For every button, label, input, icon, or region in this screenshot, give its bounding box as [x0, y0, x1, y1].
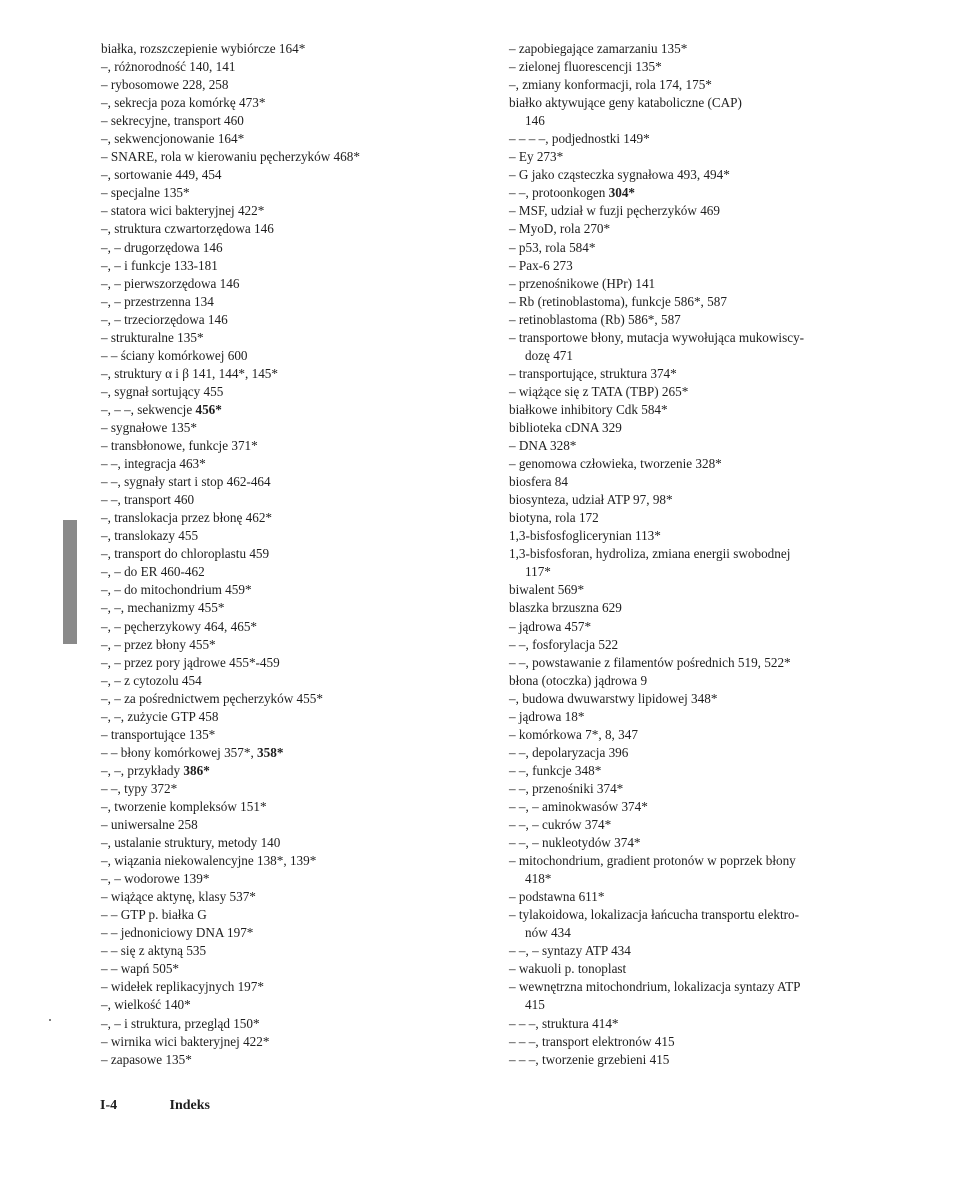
index-entry-text: – SNARE, rola w kierowaniu pęcherzyków 468*	[101, 149, 360, 165]
index-entry	[101, 942, 431, 960]
index-entry	[509, 581, 895, 599]
index-entry-text: – –, funkcje 348*	[509, 762, 602, 778]
index-entry-text: – podstawna 611*	[509, 889, 605, 905]
index-entry	[509, 780, 895, 798]
index-entry-text: –, – trzeciorzędowa 146	[101, 311, 228, 327]
index-entry-text: – –, – cukrów 374*	[509, 817, 612, 833]
index-entry-text: – – – –, podjednostki 149*	[509, 131, 650, 147]
index-entry-main-page: 386*	[183, 762, 210, 778]
index-entry	[509, 672, 895, 690]
page-number: I-4	[100, 1098, 118, 1113]
index-entry	[509, 220, 895, 238]
index-entry-text: –, – pierwszorzędowa 146	[101, 275, 240, 291]
index-entry-text: – komórkowa 7*, 8, 347	[509, 726, 638, 742]
index-entry	[509, 942, 895, 960]
index-entry	[509, 473, 895, 491]
index-entry	[101, 527, 431, 545]
index-entry-text: –, – –, sekwencje	[101, 401, 196, 417]
index-entry-text: – DNA 328*	[509, 438, 577, 454]
index-entry-text: biblioteka cDNA 329	[509, 419, 622, 435]
index-entry	[101, 130, 431, 148]
index-entry-text: – – się z aktyną 535	[101, 943, 207, 959]
index-entry-text: –, –, przykłady	[101, 762, 184, 778]
index-entry-text: – –, przenośniki 374*	[509, 780, 624, 796]
index-entry-main-page: 456*	[195, 401, 222, 417]
index-entry	[101, 293, 431, 311]
index-entry-text: – zapobiegające zamarzaniu 135*	[509, 41, 688, 56]
index-entry	[509, 455, 895, 473]
index-entry	[509, 762, 895, 780]
index-entry-continuation: dozę 471	[525, 347, 573, 363]
index-entry	[509, 329, 895, 365]
index-entry-text: –, –, mechanizmy 455*	[101, 600, 225, 616]
index-entry-continuation: 146	[525, 113, 545, 129]
index-entry-text: –, –, zużycie GTP 458	[101, 708, 219, 724]
index-entry	[101, 654, 431, 672]
index-entry-text: – wiążące się z TATA (TBP) 265*	[509, 383, 689, 399]
index-entry	[101, 166, 431, 184]
index-entry-text: – G jako cząsteczka sygnałowa 493, 494*	[509, 167, 730, 183]
index-entry	[509, 618, 895, 636]
index-entry-text: – rybosomowe 228, 258	[101, 77, 229, 93]
index-entry	[101, 798, 431, 816]
index-entry	[509, 690, 895, 708]
index-entry	[101, 491, 431, 509]
index-entry	[509, 275, 895, 293]
index-entry-main-page: 304*	[608, 185, 636, 201]
index-entry-text: –, – wodorowe 139*	[101, 871, 210, 887]
index-entry-text: – sygnałowe 135*	[101, 419, 197, 435]
index-entry	[101, 816, 431, 834]
index-entry	[101, 744, 431, 762]
index-entry-text: – –, sygnały start i stop 462-464	[101, 474, 271, 490]
index-entry-text: – – GTP p. białka G	[101, 907, 207, 923]
index-entry	[101, 275, 431, 293]
index-entry	[101, 545, 431, 563]
index-entry-text: biotyna, rola 172	[509, 510, 599, 526]
index-entry	[509, 166, 895, 184]
index-entry-text: – przenośnikowe (HPr) 141	[509, 275, 656, 291]
index-entry	[101, 1033, 431, 1051]
index-entry-text: – –, protoonkogen	[509, 185, 609, 201]
index-entry-text: – –, – aminokwasów 374*	[509, 798, 648, 814]
index-entry	[509, 76, 895, 94]
index-entry	[101, 112, 431, 130]
index-entry	[509, 708, 895, 726]
index-entry-text: –, sortowanie 449, 454	[101, 167, 222, 183]
index-entry-text: – wiążące aktynę, klasy 537*	[101, 889, 256, 905]
index-entry	[509, 202, 895, 220]
index-entry-text: –, sekwencjonowanie 164*	[101, 131, 245, 147]
index-entry	[101, 40, 431, 58]
index-entry	[509, 365, 895, 383]
index-entry	[509, 1051, 895, 1069]
index-entry-text: – retinoblastoma (Rb) 586*, 587	[509, 311, 681, 327]
index-entry	[101, 257, 431, 275]
index-entry-text: – –, typy 372*	[101, 780, 178, 796]
index-entry-text: –, – za pośrednictwem pęcherzyków 455*	[101, 690, 323, 706]
index-entry-text: biwalent 569*	[509, 582, 585, 598]
index-entry	[101, 58, 431, 76]
index-entry-text: – – –, tworzenie grzebieni 415	[509, 1051, 670, 1067]
index-entry-text: –, wielkość 140*	[101, 997, 191, 1013]
index-entry-text: – –, integracja 463*	[101, 456, 206, 472]
section-title: Indeks	[169, 1098, 210, 1113]
index-entry-text: – Rb (retinoblastoma), funkcje 586*, 587	[509, 293, 727, 309]
index-entry-main-page: 358*	[257, 744, 284, 760]
index-entry-continuation: nów 434	[525, 925, 571, 941]
index-entry	[509, 401, 895, 419]
index-entry	[509, 527, 895, 545]
index-entry-text: – – jednoniciowy DNA 197*	[101, 925, 254, 941]
index-entry-text: biosynteza, udział ATP 97, 98*	[509, 492, 673, 508]
index-entry	[101, 581, 431, 599]
index-entry	[101, 672, 431, 690]
index-entry-text: – uniwersalne 258	[101, 817, 198, 833]
index-entry	[101, 347, 431, 365]
index-entry	[509, 239, 895, 257]
index-entry-text: –, – do mitochondrium 459*	[101, 582, 252, 598]
index-entry	[101, 311, 431, 329]
index-entry-text: – wirnika wici bakteryjnej 422*	[101, 1033, 270, 1049]
index-entry-text: – –, transport 460	[101, 492, 195, 508]
index-entry	[101, 563, 431, 581]
index-entry	[101, 509, 431, 527]
index-entry-text: – mitochondrium, gradient protonów w poprzek błony	[509, 853, 796, 869]
index-entry	[509, 960, 895, 978]
index-entry	[509, 654, 895, 672]
index-entry	[101, 599, 431, 617]
index-entry	[509, 906, 895, 942]
index-entry	[101, 618, 431, 636]
index-entry-text: – –, – syntazy ATP 434	[509, 943, 631, 959]
index-entry-text: –, transport do chloroplastu 459	[101, 546, 270, 562]
index-entry	[509, 437, 895, 455]
index-entry	[101, 473, 431, 491]
index-entry-text: –, translokazy 455	[101, 528, 199, 544]
index-entry	[509, 491, 895, 509]
index-entry	[101, 401, 431, 419]
index-entry-text: – –, depolaryzacja 396	[509, 744, 629, 760]
index-entry	[101, 690, 431, 708]
index-entry-text: –, – przez błony 455*	[101, 636, 216, 652]
index-entry	[101, 329, 431, 347]
index-entry	[101, 834, 431, 852]
index-entry	[509, 184, 895, 202]
index-entry-text: – strukturalne 135*	[101, 329, 204, 345]
index-entry	[509, 383, 895, 401]
index-entry	[509, 509, 895, 527]
index-entry-text: błona (otoczka) jądrowa 9	[509, 672, 648, 688]
index-entry-text: – p53, rola 584*	[509, 239, 596, 255]
index-entry	[509, 744, 895, 762]
index-entry-text: –, struktura czwartorzędowa 146	[101, 221, 274, 237]
index-entry-text: –, – przestrzenna 134	[101, 293, 214, 309]
index-entry	[509, 257, 895, 275]
index-entry	[101, 636, 431, 654]
index-entry-text: –, translokacja przez błonę 462*	[101, 510, 273, 526]
index-entry-text: – transportujące, struktura 374*	[509, 365, 677, 381]
index-entry	[101, 888, 431, 906]
index-entry-text: – – –, struktura 414*	[509, 1015, 619, 1031]
index-entry-text: – – ściany komórkowej 600	[101, 347, 248, 363]
index-entry	[101, 148, 431, 166]
index-entry	[101, 383, 431, 401]
index-entry-text: biosfera 84	[509, 474, 568, 490]
index-entry-text: – MSF, udział w fuzji pęcherzyków 469	[509, 203, 720, 219]
index-entry-text: –, – drugorzędowa 146	[101, 239, 223, 255]
index-entry	[101, 239, 431, 257]
index-entry-text: – –, fosforylacja 522	[509, 636, 619, 652]
index-entry	[509, 852, 895, 888]
index-entry-text: – tylakoidowa, lokalizacja łańcucha transportu elektro-	[509, 907, 800, 923]
index-entry-text: – transbłonowe, funkcje 371*	[101, 438, 258, 454]
index-entry	[509, 58, 895, 76]
index-entry-text: – – –, transport elektronów 415	[509, 1033, 675, 1049]
index-entry	[101, 906, 431, 924]
index-entry-text: – –, powstawanie z filamentów pośrednich 519, 522*	[509, 654, 791, 670]
index-entry-text: – Pax-6 273	[509, 257, 573, 273]
index-entry-text: – Ey 273*	[509, 149, 564, 165]
index-entry	[101, 184, 431, 202]
index-entry	[101, 94, 431, 112]
index-entry	[509, 834, 895, 852]
index-entry	[509, 40, 895, 58]
index-entry	[101, 996, 431, 1014]
index-entry-text: – –, – nukleotydów 374*	[509, 835, 641, 851]
index-entry-text: białka, rozszczepienie wybiórcze 164*	[101, 41, 306, 56]
index-entry	[509, 293, 895, 311]
index-entry-text: – transportujące 135*	[101, 726, 216, 742]
index-entry	[509, 798, 895, 816]
index-entry-text: –, – z cytozolu 454	[101, 672, 202, 688]
index-entry-text: białko aktywujące geny kataboliczne (CAP)	[509, 95, 742, 111]
index-entry	[101, 1051, 431, 1069]
index-entry-text: –, sekrecja poza komórkę 473*	[101, 95, 266, 111]
index-entry	[509, 1015, 895, 1033]
index-entry-text: 1,3-bisfosforan, hydroliza, zmiana energii swobodnej	[509, 546, 791, 562]
index-entry-text: – statora wici bakteryjnej 422*	[101, 203, 265, 219]
index-entry-text: – zielonej fluorescencji 135*	[509, 59, 662, 75]
index-entry-text: 1,3-bisfosfoglicerynian 113*	[509, 528, 661, 544]
index-entry	[101, 76, 431, 94]
index-entry	[101, 1015, 431, 1033]
index-entry	[101, 365, 431, 383]
index-entry	[509, 1033, 895, 1051]
index-column-left	[101, 40, 431, 1069]
index-entry	[101, 437, 431, 455]
index-entry	[509, 726, 895, 744]
index-entry	[101, 220, 431, 238]
index-entry	[101, 202, 431, 220]
index-entry-text: –, – i struktura, przegląd 150*	[101, 1015, 260, 1031]
print-speck	[49, 1019, 51, 1021]
index-entry-text: białkowe inhibitory Cdk 584*	[509, 401, 668, 417]
index-entry	[101, 780, 431, 798]
index-entry-text: – transportowe błony, mutacja wywołująca mukowiscy-	[509, 329, 805, 345]
index-entry-text: –, – przez pory jądrowe 455*-459	[101, 654, 280, 670]
index-entry-text: – zapasowe 135*	[101, 1051, 192, 1067]
index-column-right	[509, 40, 895, 1069]
index-entry	[509, 130, 895, 148]
index-entry-text: – widełek replikacyjnych 197*	[101, 979, 264, 995]
index-entry	[509, 599, 895, 617]
index-entry-text: –, wiązania niekowalencyjne 138*, 139*	[101, 853, 317, 869]
index-entry	[101, 924, 431, 942]
index-entry	[101, 708, 431, 726]
index-entry-text: – wakuoli p. tonoplast	[509, 961, 627, 977]
index-entry-text: – jądrowa 457*	[509, 618, 592, 634]
index-entry-text: –, zmiany konformacji, rola 174, 175*	[509, 77, 712, 93]
page-footer	[100, 1098, 210, 1114]
index-entry	[101, 870, 431, 888]
index-entry-continuation: 418*	[525, 871, 552, 887]
index-entry-text: – jądrowa 18*	[509, 708, 585, 724]
index-entry	[509, 636, 895, 654]
index-entry	[101, 762, 431, 780]
index-entry	[509, 888, 895, 906]
index-entry-text: –, struktury α i β 141, 144*, 145*	[101, 365, 278, 381]
index-entry-text: – specjalne 135*	[101, 185, 190, 201]
index-entry-text: –, – i funkcje 133-181	[101, 257, 218, 273]
index-entry	[101, 960, 431, 978]
index-entry	[509, 311, 895, 329]
index-entry-text: – genomowa człowieka, tworzenie 328*	[509, 456, 722, 472]
index-entry-continuation: 415	[525, 997, 545, 1013]
index-entry	[509, 148, 895, 166]
index-entry-text: – wewnętrzna mitochondrium, lokalizacja syntazy ATP	[509, 979, 801, 995]
index-entry-text: – MyoD, rola 270*	[509, 221, 611, 237]
index-entry-text: – – błony komórkowej 357*,	[101, 744, 258, 760]
index-entry-text: –, sygnał sortujący 455	[101, 383, 224, 399]
index-entry	[101, 978, 431, 996]
index-entry	[509, 978, 895, 1014]
index-entry	[101, 455, 431, 473]
index-entry-text: blaszka brzuszna 629	[509, 600, 622, 616]
index-entry	[509, 545, 895, 581]
index-entry	[101, 726, 431, 744]
index-entry-text: –, – pęcherzykowy 464, 465*	[101, 618, 258, 634]
index-entry-text: – sekrecyjne, transport 460	[101, 113, 244, 129]
index-entry	[509, 94, 895, 130]
index-entry	[509, 816, 895, 834]
index-entry-text: –, różnorodność 140, 141	[101, 59, 236, 75]
index-entry-text: –, – do ER 460-462	[101, 564, 205, 580]
thumb-index-tab	[63, 520, 77, 644]
index-entry	[509, 419, 895, 437]
index-entry-text: –, ustalanie struktury, metody 140	[101, 835, 281, 851]
index-entry	[101, 419, 431, 437]
index-entry-text: –, tworzenie kompleksów 151*	[101, 798, 267, 814]
index-entry-text: – – wapń 505*	[101, 961, 180, 977]
index-entry-text: –, budowa dwuwarstwy lipidowej 348*	[509, 690, 718, 706]
index-entry	[101, 852, 431, 870]
index-entry-continuation: 117*	[525, 564, 551, 580]
